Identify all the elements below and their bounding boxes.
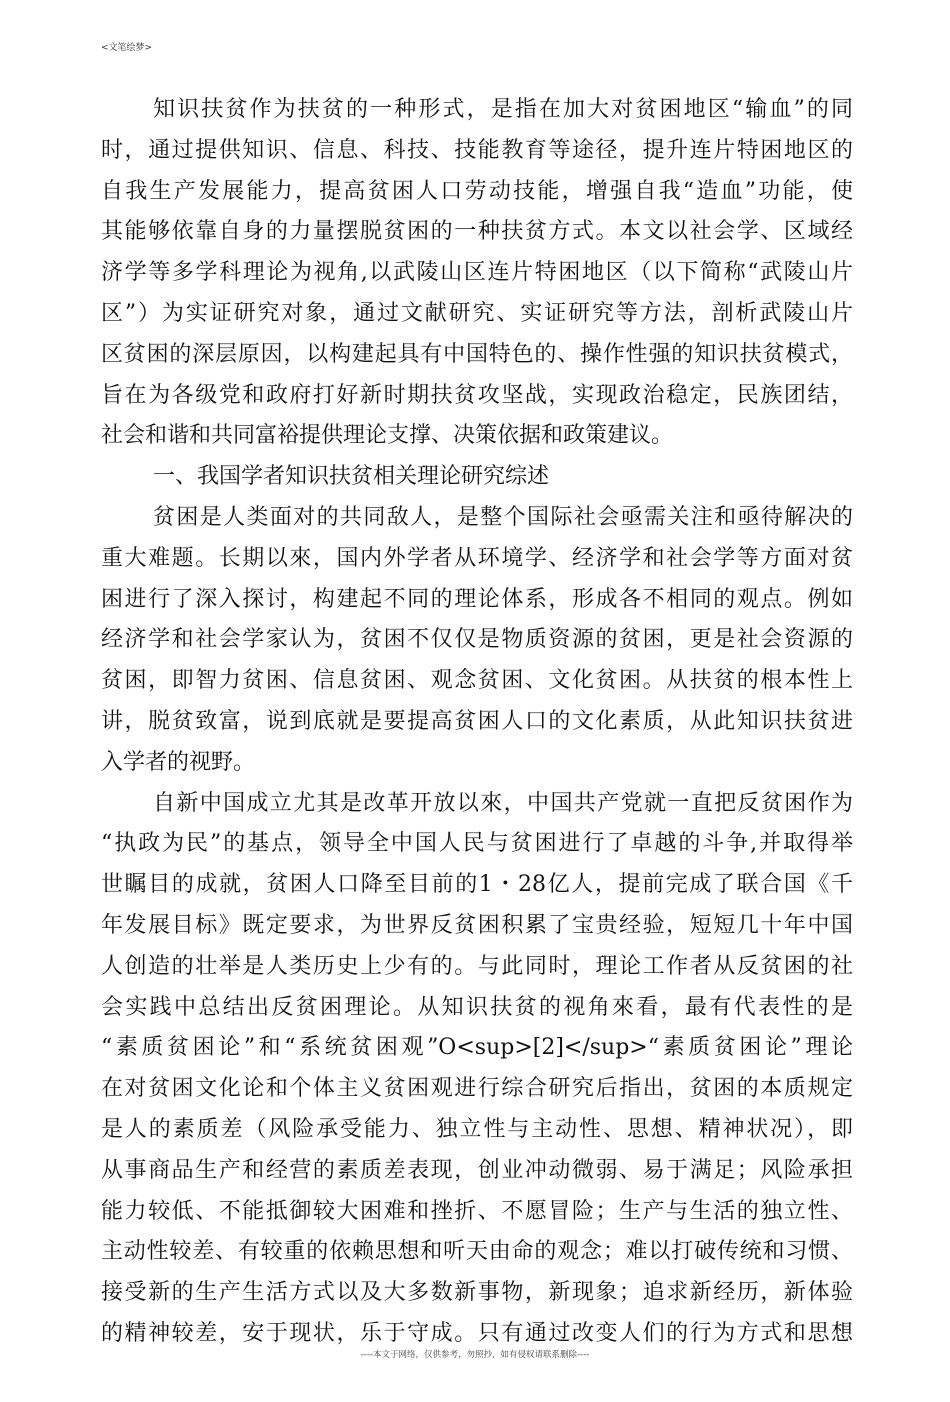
section-heading: 一、我国学者知识扶贫相关理论研究综述	[153, 464, 550, 490]
text-line-18: 自新中国成立尤其是改革开放以來，中国共产党就一直把反贫困作为	[153, 790, 853, 816]
page-header: <文笔绘梦>	[101, 43, 153, 53]
text-line-25: 在对贫困文化论和个体主义贫困观进行综合研究后指出，贫困的本质规定	[101, 1076, 853, 1102]
text-line-17: 入学者的视野。	[101, 749, 256, 775]
text-line-5: 济学等多学科理论为视角,以武陵山区连片特困地区（以下简称“武陵山片	[101, 260, 853, 286]
text-line-23: 会实践中总结出反贫困理论。从知识扶贫的视角來看，最有代表性的是	[101, 994, 853, 1020]
text-line-16: 讲，脱贫致富，说到底就是要提高贫困人口的文化素质，从此知识扶贫进	[101, 708, 853, 734]
text-line-4: 其能够依靠自身的力量摆脱贫困的一种扶贫方式。本文以社会学、区域经	[101, 219, 853, 245]
text-line-3: 自我生产发展能力，提高贫困人口劳动技能，增强自我“造血”功能，使	[101, 178, 853, 204]
page-footer: ----本文于网络，仅供参考，勿照抄，如有侵权请联系删除----	[360, 1350, 590, 1360]
text-line-31: 的精神较差，安于现状，乐于守成。只有通过改变人们的行为方式和思想	[101, 1320, 853, 1346]
document-body	[101, 90, 853, 1355]
text-line-26: 是人的素质差（风险承受能力、独立性与主动性、思想、精神状况），即	[101, 1116, 853, 1142]
text-line-21: 年发展目标》既定要求，为世界反贫困积累了宝贵经验，短短几十年中国	[101, 912, 853, 938]
text-line-11: 贫困是人类面对的共同敌人，是整个国际社会亟需关注和亟待解决的	[153, 504, 853, 530]
text-line-9: 社会和谐和共同富裕提供理论支撑、决策依据和政策建议。	[101, 423, 674, 449]
text-line-12: 重大难题。长期以來，国内外学者从环境学、经济学和社会学等方面对贫	[101, 545, 853, 571]
text-line-30: 接受新的生产生活方式以及大多数新事物，新现象；追求新经历，新体验	[101, 1280, 853, 1306]
text-line-22: 人创造的壮举是人类历史上少有的。与此同时，理论工作者从反贫困的社	[101, 953, 853, 979]
text-line-15: 贫困，即智力贫困、信息贫困、观念贫困、文化贫困。从扶贫的根本性上	[101, 668, 853, 694]
text-line-8: 旨在为各级党和政府打好新时期扶贫攻坚战，实现政治稳定，民族团结，	[101, 382, 853, 408]
text-line-13: 困进行了深入探讨，构建起不同的理论体系，形成各不相同的观点。例如	[101, 586, 853, 612]
text-line-19: “执政为民”的基点，领导全中国人民与贫困进行了卓越的斗争,并取得举	[101, 831, 853, 857]
text-line-2: 时，通过提供知识、信息、科技、技能教育等途径，提升连片特困地区的	[101, 137, 853, 163]
text-line-28: 能力较低、不能抵御较大困难和挫折、不愿冒险；生产与生活的独立性、	[101, 1198, 853, 1224]
text-line-24: “素质贫困论”和“系统贫困观”O<sup>[2]</sup>“素质贫困论”理论	[101, 1035, 853, 1061]
text-line-7: 区贫困的深层原因，以构建起具有中国特色的、操作性强的知识扶贫模式，	[101, 341, 853, 367]
text-line-20: 世瞩目的成就，贫困人口降至目前的1・28亿人，提前完成了联合国《千	[101, 872, 853, 898]
text-line-6: 区”）为实证研究对象，通过文献研究、实证研究等方法，剖析武陵山片	[101, 300, 853, 326]
text-line-1: 知识扶贫作为扶贫的一种形式，是指在加大对贫困地区“输血”的同	[153, 97, 853, 122]
text-line-29: 主动性较差、有较重的依赖思想和听天由命的观念；难以打破传统和习惯、	[101, 1239, 853, 1265]
text-line-14: 经济学和社会学家认为，贫困不仅仅是物质资源的贫困，更是社会资源的	[101, 627, 853, 653]
text-line-27: 从事商品生产和经营的素质差表现，创业冲动微弱、易于满足；风险承担	[101, 1157, 853, 1183]
